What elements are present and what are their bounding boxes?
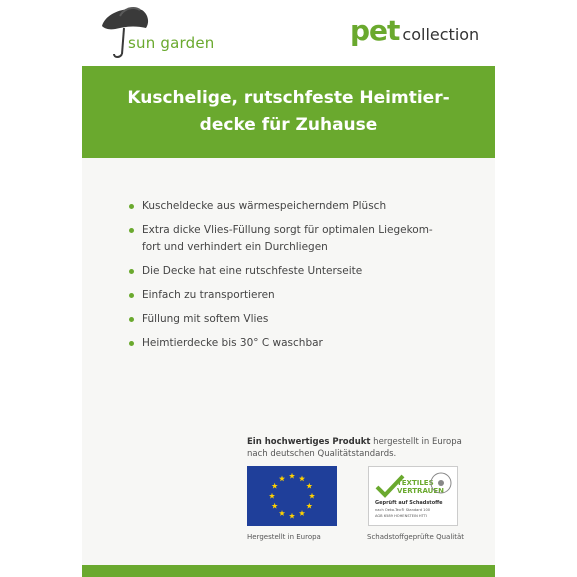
quality-statement-bold: Ein hochwertiges Produkt [247,437,371,447]
sun-garden-wordmark: sun garden [128,34,215,52]
feature-item [127,222,457,256]
pet-wordmark: pet [350,14,400,47]
textiles-vertrauen-badge [368,466,458,526]
feature-text: Kuscheldecke aus wärmespeicherndem Plüsch [142,200,387,212]
eu-flag-icon [247,466,337,526]
bullet-icon [129,293,134,298]
quality-statement-rest: hergestellt in Europa nach deutschen Qualitätstandards. [247,437,462,459]
badge-fineprint-2: AGB 6589 HOHENSTEIN HTTI [375,514,427,518]
badge-title-line-1: TEXTILES [397,479,434,487]
bullet-icon [129,341,134,346]
feature-text: Füllung mit softem Vlies [142,313,269,325]
quality-statement [247,436,467,460]
badge-fineprint: nach Oeko-Tex® Standard 100 [375,508,431,512]
banner-title-line-2: decke für Zuhause [199,115,378,135]
bullet-icon [129,269,134,274]
feature-text: Extra dicke Vlies-Füllung sorgt für optimalen Liegekom- [142,224,433,236]
title-banner [82,66,495,158]
flower-icon [429,471,453,495]
footer-bar [82,565,495,577]
bullet-icon [129,317,134,322]
eu-caption: Hergestellt in Europa [247,533,321,541]
feature-text: Die Decke hat eine rutschfeste Unterseite [142,265,363,277]
feature-text: Einfach zu transportieren [142,289,275,301]
feature-item [127,311,457,328]
feature-text: Heimtierdecke bis 30° C waschbar [142,337,323,349]
feature-item [127,198,457,215]
feature-item [127,287,457,304]
bullet-icon [129,228,134,233]
banner-title [109,85,469,139]
bullet-icon [129,204,134,209]
feature-list [127,198,457,359]
banner-title-line-1: Kuschelige, rutschfeste Heimtier- [127,88,450,108]
feature-item [127,335,457,352]
feature-item [127,263,457,280]
badge-title-line-2: VERTRAUEN [397,487,444,495]
badge-caption: Schadstoffgeprüfte Qualität [367,533,464,541]
feature-text-continued: fort und verhindert ein Durchliegen [142,241,328,253]
badge-subtitle: Geprüft auf Schadstoffe [375,500,443,506]
collection-wordmark: collection [402,25,480,44]
pet-collection-logo [350,14,479,47]
